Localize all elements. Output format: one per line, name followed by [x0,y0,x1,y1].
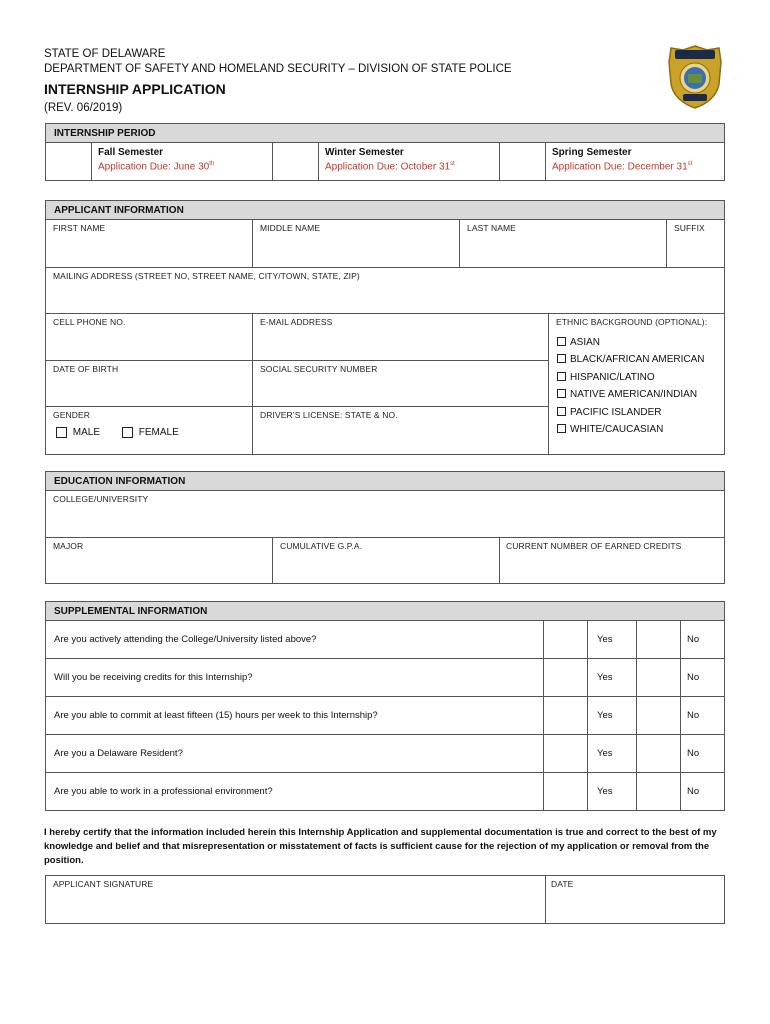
question-row: Are you actively attending the College/University listed above? Yes No [46,621,724,659]
winter-semester-checkbox[interactable] [273,143,319,180]
middle-name-label: MIDDLE NAME [260,223,321,233]
no-checkbox[interactable] [636,773,681,811]
ethnic-option-hispanic[interactable]: HISPANIC/LATINO [557,372,655,383]
gender-female-option[interactable] [122,427,179,438]
checkbox-icon[interactable] [557,407,566,416]
revision-label: (REV. 06/2019) [44,102,123,114]
signature-section [45,875,725,924]
winter-semester-option: Winter Semester Application Due: October 31st [319,143,500,180]
checkbox-icon[interactable] [557,354,566,363]
supplemental-information-section [45,601,725,811]
page-title: INTERNSHIP APPLICATION [44,81,226,97]
applicant-information-section [45,200,725,455]
yes-checkbox[interactable] [543,773,588,811]
yes-checkbox[interactable] [543,735,588,773]
section-heading: EDUCATION INFORMATION [46,472,724,491]
gender-male-option[interactable] [56,427,100,438]
spring-semester-option: Spring Semester Application Due: December 31st [552,147,693,173]
suffix-label: SUFFIX [674,223,705,233]
checkbox-icon[interactable] [557,424,566,433]
ssn-label: SOCIAL SECURITY NUMBER [260,364,378,374]
checkbox-icon[interactable] [557,389,566,398]
no-checkbox[interactable] [636,697,681,735]
state-police-badge-icon [667,44,723,110]
email-label: E-MAIL ADDRESS [260,317,333,327]
no-checkbox[interactable] [636,735,681,773]
major-label: MAJOR [53,541,84,551]
document-header [44,47,644,116]
gender-label: GENDER [53,410,90,420]
applicant-signature-label: APPLICANT SIGNATURE [53,879,154,889]
question-row: Are you able to commit at least fifteen (15) hours per week to this Internship? Yes No [46,697,724,735]
gpa-label: CUMULATIVE G.P.A. [280,541,363,551]
education-information-section [45,471,725,584]
female-checkbox[interactable] [122,427,133,438]
checkbox-icon[interactable] [557,372,566,381]
ethnic-option-asian[interactable]: ASIAN [557,337,600,348]
question-row: Are you able to work in a professional environment? Yes No [46,773,724,811]
section-heading: SUPPLEMENTAL INFORMATION [46,602,724,621]
ethnic-option-native[interactable]: NATIVE AMERICAN/INDIAN [557,389,697,400]
question-row: Are you a Delaware Resident? Yes No [46,735,724,773]
yes-checkbox[interactable] [543,659,588,697]
agency-department: DEPARTMENT OF SAFETY AND HOMELAND SECURITY – DIVISION OF STATE POLICE [44,63,512,75]
mailing-address-label: MAILING ADDRESS (STREET NO, STREET NAME, CITY/TOWN, STATE, ZIP) [53,271,360,281]
internship-period-section [45,123,725,181]
last-name-label: LAST NAME [467,223,516,233]
ethnic-option-black[interactable]: BLACK/AFRICAN AMERICAN [557,354,704,365]
drivers-license-label: DRIVER’S LICENSE: STATE & NO. [260,410,398,420]
checkbox-icon[interactable] [557,337,566,346]
no-checkbox[interactable] [636,621,681,659]
fall-semester-option: Fall Semester Application Due: June 30th [92,143,273,180]
ethnic-option-pacific[interactable]: PACIFIC ISLANDER [557,407,662,418]
yes-checkbox[interactable] [543,621,588,659]
college-label: COLLEGE/UNIVERSITY [53,494,149,504]
yes-checkbox[interactable] [543,697,588,735]
spring-semester-checkbox[interactable] [500,143,546,180]
male-checkbox[interactable] [56,427,67,438]
date-of-birth-label: DATE OF BIRTH [53,364,119,374]
ethnic-option-white[interactable]: WHITE/CAUCASIAN [557,424,663,435]
cell-phone-label: CELL PHONE NO. [53,317,126,327]
agency-state: STATE OF DELAWARE [44,48,166,60]
male-label: MALE [72,427,101,439]
question-row: Will you be receiving credits for this Internship? Yes No [46,659,724,697]
fall-semester-checkbox[interactable] [46,143,92,180]
credits-label: CURRENT NUMBER OF EARNED CREDITS [506,541,682,551]
date-label: DATE [551,879,574,889]
certification-statement: I hereby certify that the information included herein this Internship Application and supplemental documentation is true and correct to the best of my knowledge and belief and that misrepresentation or misstatement of facts is sufficient cause for the rejection of my application or removal from the position. [44,827,717,866]
first-name-label: FIRST NAME [53,223,106,233]
section-heading: APPLICANT INFORMATION [46,201,724,220]
no-checkbox[interactable] [636,659,681,697]
ethnic-background-label: ETHNIC BACKGROUND (OPTIONAL): [556,317,708,327]
section-heading: INTERNSHIP PERIOD [46,124,724,143]
female-label: FEMALE [138,427,179,439]
